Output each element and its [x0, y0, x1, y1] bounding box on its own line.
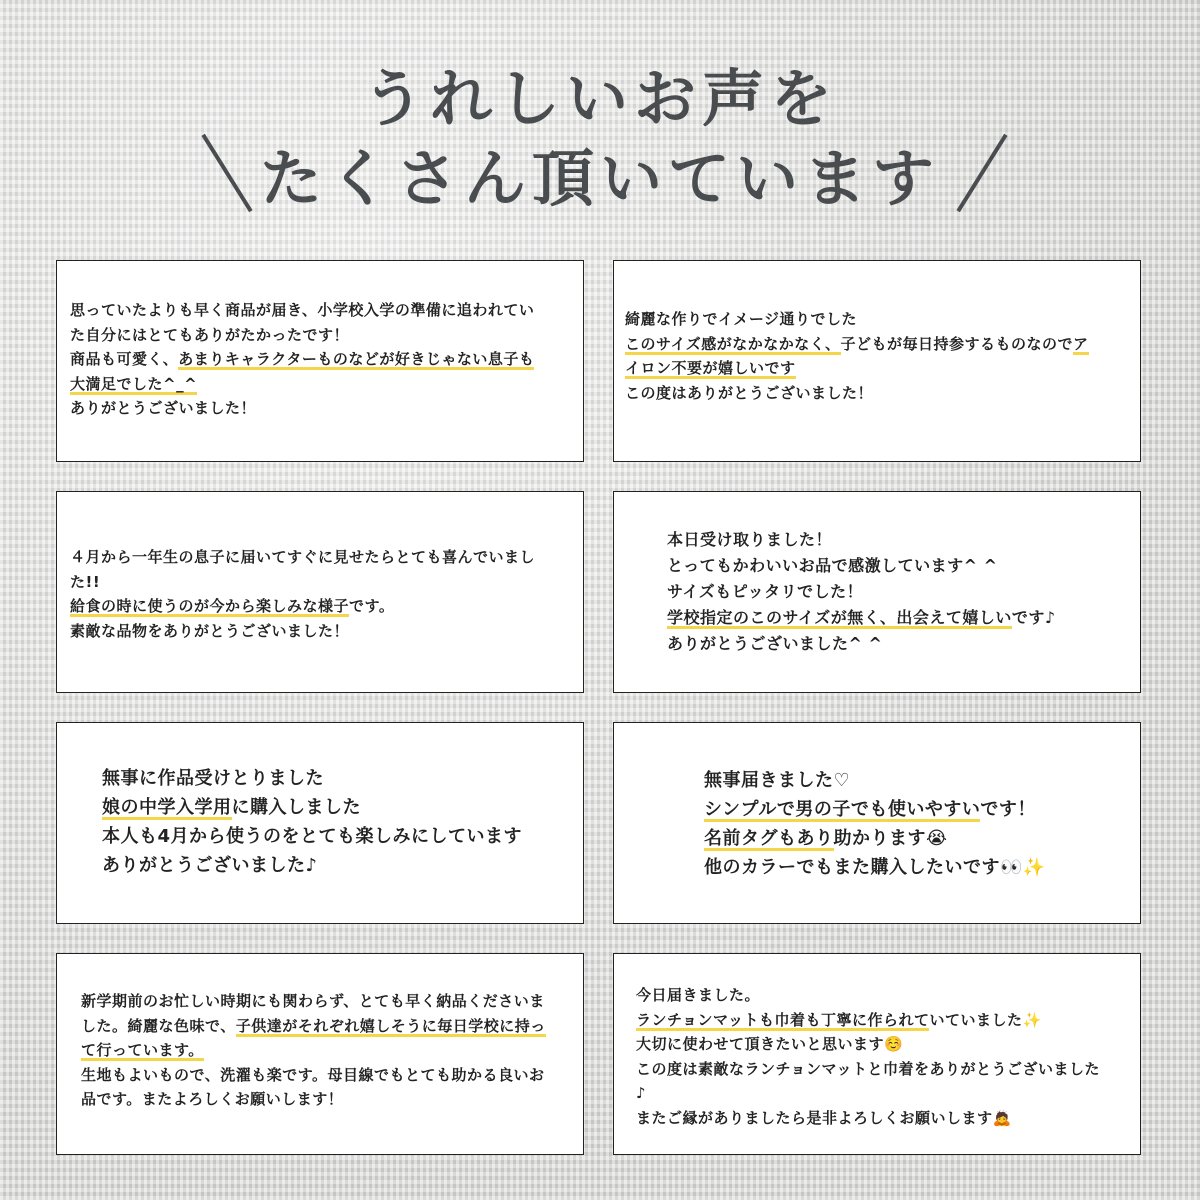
- review-text: [704, 766, 1046, 882]
- review-line: [704, 824, 1046, 853]
- review-line: 本日受け取りました！: [667, 530, 833, 549]
- review-line: [625, 356, 1089, 381]
- review-highlight: 大満足でした^_^: [70, 374, 198, 393]
- review-line: 品です。またよろしくお願いします！: [81, 1090, 344, 1108]
- review-line: この度はありがとうございました！: [625, 383, 874, 402]
- review-highlight: 子供達がそれぞれ嬉しそうに毎日学校に持っ: [235, 1016, 546, 1035]
- review-line: 無事に作品受けとりました: [102, 768, 324, 789]
- review-line: 大切に使わせて頂きたいと思います☺️: [636, 1035, 904, 1053]
- review-card-7: [56, 953, 584, 1155]
- review-line: 本人も4月から使うのをとても楽しみにしています: [102, 826, 523, 847]
- review-card-5: [56, 722, 584, 924]
- review-text: [81, 989, 546, 1112]
- review-line: 思っていたよりも早く商品が届き、小学校入学の準備に追われてい: [70, 301, 535, 319]
- review-line: サイズもピッタリでした！: [667, 582, 864, 601]
- review-line: 今日届きました。: [636, 986, 761, 1004]
- review-text-plain: した。綺麗な色味で、: [81, 1016, 236, 1035]
- review-highlight: 給食の時に使うのが今から楽しみな様子: [70, 597, 350, 615]
- review-highlight: シンプルで男の子でも使いやすい: [704, 799, 981, 820]
- review-line: 綺麗な作りでイメージ通りでした: [625, 310, 858, 328]
- review-line: た!!: [70, 572, 101, 591]
- review-text-plain: いていました✨: [929, 1010, 1042, 1029]
- review-line: [81, 1014, 546, 1039]
- review-line: とってもかわいいお品で感激しています^ ^: [667, 556, 998, 575]
- review-card-3: [56, 491, 584, 693]
- review-text-plain: です♪: [1011, 608, 1056, 627]
- review-line: [81, 1038, 546, 1063]
- review-card-8: [613, 953, 1141, 1155]
- review-card-6: [613, 722, 1141, 924]
- review-line: [102, 793, 522, 822]
- review-highlight: 名前タグもあり: [704, 828, 834, 849]
- review-line: 素敵な品物をありがとうございました！: [70, 621, 350, 640]
- review-line: [70, 594, 535, 619]
- review-card-2: [613, 260, 1141, 462]
- review-line: ♪: [636, 1084, 647, 1102]
- review-line: 生地もよいもので、洗濯も楽です。母目線でもとても助かる良いお: [81, 1065, 545, 1084]
- review-text: [70, 545, 535, 643]
- review-line: 新学期前のお忙しい時期にも関わらず、とても早く納品くださいま: [81, 992, 545, 1010]
- page-title-line2: たくさん頂いています: [259, 142, 940, 215]
- page-title-line1: うれしいお声を: [361, 62, 838, 135]
- review-highlight: あまりキャラクターものなどが好きじゃない息子も: [178, 350, 535, 368]
- review-highlight: ランチョンマットも巾着も丁寧に作られて: [636, 1010, 930, 1029]
- review-line: [70, 347, 534, 372]
- review-text: [636, 983, 1100, 1130]
- review-highlight: 娘の中学入学用: [102, 797, 232, 818]
- review-line: 他のカラーでもまた購入したいです👀✨: [704, 857, 1046, 878]
- review-line: ４月から一年生の息子に届いてすぐに見せたらとても喜んでいまし: [70, 548, 536, 566]
- review-line: ありがとうございました^ ^: [667, 634, 883, 653]
- review-highlight: ア: [1073, 334, 1089, 353]
- review-line: ありがとうございました！: [70, 399, 257, 417]
- review-text: [625, 307, 1089, 405]
- review-line: [636, 1008, 1100, 1033]
- review-line: ありがとうございました♪: [102, 855, 318, 876]
- review-line: [625, 332, 1089, 357]
- review-text: [667, 527, 1056, 657]
- review-text: [70, 298, 534, 421]
- review-highlight: このサイズ感がなかなかなく、: [625, 334, 841, 353]
- review-text-plain: です。: [349, 597, 395, 615]
- review-card-1: [56, 260, 584, 462]
- review-text-plain: 商品も可愛く、: [70, 350, 179, 368]
- review-line: またご縁がありましたら是非よろしくお願いします🙇: [636, 1108, 1012, 1127]
- review-line: た自分にはとてもありがたかったです！: [70, 325, 350, 344]
- review-text-plain: に購入しました: [231, 797, 361, 818]
- review-text: [102, 764, 522, 880]
- review-card-4: [613, 491, 1141, 693]
- review-highlight: イロン不要が嬉しいです: [625, 359, 796, 377]
- review-text-plain: 助かります😭: [833, 828, 948, 849]
- review-line: この度は素敵なランチョンマットと巾着をありがとうございました: [636, 1059, 1100, 1078]
- review-line: 無事届きました♡: [704, 770, 851, 791]
- review-highlight: て行っています。: [81, 1041, 204, 1059]
- review-text-plain: です！: [980, 799, 1036, 820]
- review-text-plain: 子どもが毎日持参するものなので: [840, 334, 1074, 353]
- review-line: [70, 372, 534, 397]
- review-highlight: 学校指定のこのサイズが無く、出会えて嬉しい: [667, 608, 1012, 627]
- review-line: [667, 605, 1056, 631]
- review-line: [704, 795, 1046, 824]
